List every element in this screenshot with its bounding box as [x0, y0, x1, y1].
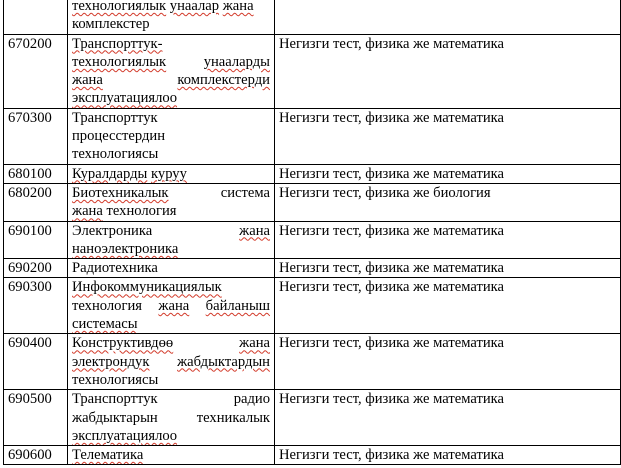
specialty-name-cell — [68, 390, 275, 446]
specialty-code-cell: 690100 — [4, 221, 68, 259]
specialty-code-cell: 690400 — [4, 334, 68, 390]
specialty-name-cell — [68, 221, 275, 259]
specialty-code-cell: 680200 — [4, 183, 68, 221]
table-row — [4, 108, 621, 164]
specialty-name-line: жана комплекстерди — [72, 72, 270, 89]
specialty-code-cell: 680100 — [4, 164, 68, 183]
specialty-name-line: Куралдарды куруу — [72, 165, 187, 182]
specialty-code-cell: 690600 — [4, 446, 68, 465]
specialty-code-cell: 670200 — [4, 34, 68, 108]
table-row — [4, 446, 621, 465]
specialty-code-cell: 690200 — [4, 259, 68, 278]
specialties-table-body — [4, 0, 621, 465]
specialty-name-line: Электроника жана — [72, 222, 270, 239]
specialty-code-cell: 670300 — [4, 108, 68, 164]
specialty-name-line: Радиотехника — [72, 260, 158, 277]
specialty-name-line: Биотехникалык система — [72, 184, 270, 201]
entrance-exam-cell: Негизги тест, физика же математика — [275, 259, 621, 278]
entrance-exam-cell: Негизги тест, физика же математика — [275, 34, 621, 108]
specialty-name-cell — [68, 334, 275, 390]
entrance-exam-cell: Негизги тест, физика же математика — [275, 446, 621, 465]
specialty-name-line: Транспорттук радио — [72, 391, 270, 408]
entrance-exam-cell: Негизги тест, физика же биология — [275, 183, 621, 221]
specialty-name-cell — [68, 446, 275, 465]
table-row — [4, 164, 621, 183]
specialty-name-line: наноэлектроника — [72, 240, 179, 257]
specialty-name-cell — [68, 108, 275, 164]
specialty-name-line: Телематика — [72, 447, 144, 464]
entrance-exam-cell: Негизги тест, физика же математика — [275, 334, 621, 390]
specialty-name-line: эксплуатациялоо — [72, 427, 178, 444]
specialty-name-line: Инфокоммуникациялык — [72, 279, 222, 296]
table-row — [4, 183, 621, 221]
table-row — [4, 34, 621, 108]
table-row — [4, 221, 621, 259]
table-row — [4, 259, 621, 278]
specialty-name-line: жабдыктарын техникалык — [72, 409, 270, 426]
specialty-name-line: процесстердин — [72, 128, 166, 145]
table-row — [4, 0, 621, 34]
specialty-name-cell — [68, 259, 275, 278]
specialty-name-line: технологиясы — [72, 371, 159, 388]
entrance-exam-cell: Негизги тест, физика же математика — [275, 278, 621, 334]
specialty-name-line: комплекстер — [72, 16, 150, 33]
specialty-name-cell — [68, 278, 275, 334]
entrance-exam-cell: Негизги тест, физика же математика — [275, 221, 621, 259]
specialty-name-line: электрондук жабдыктардын — [72, 353, 270, 370]
specialties-table — [3, 0, 621, 465]
specialty-code-cell: 690500 — [4, 390, 68, 446]
specialty-name-line: технологиялык унааларды — [72, 53, 270, 70]
specialty-code-cell — [4, 0, 68, 34]
specialty-name-line: системасы — [72, 316, 138, 333]
specialty-name-cell — [68, 0, 275, 34]
specialty-name-line: технологиялык унаалар жана — [72, 0, 254, 14]
table-row — [4, 390, 621, 446]
specialty-name-cell — [68, 164, 275, 183]
specialty-name-cell — [68, 34, 275, 108]
specialty-name-line: эксплуатациялоо — [72, 90, 178, 107]
specialty-name-line: технология жана байланыш — [72, 297, 270, 314]
entrance-exam-cell: Негизги тест, физика же математика — [275, 164, 621, 183]
specialty-name-line: Конструктивдөө жана — [72, 335, 270, 352]
specialty-name-line: Транспорттук — [72, 109, 158, 126]
specialty-name-line: жана технология — [72, 203, 177, 220]
specialty-name-cell — [68, 183, 275, 221]
table-row — [4, 334, 621, 390]
specialty-name-line: технологиясы — [72, 146, 159, 163]
entrance-exam-cell: Негизги тест, физика же математика — [275, 390, 621, 446]
specialty-name-line: Транспорттук- — [72, 35, 163, 52]
entrance-exam-cell: Негизги тест, физика же математика — [275, 108, 621, 164]
table-row — [4, 278, 621, 334]
specialty-code-cell: 690300 — [4, 278, 68, 334]
entrance-exam-cell — [275, 0, 621, 34]
